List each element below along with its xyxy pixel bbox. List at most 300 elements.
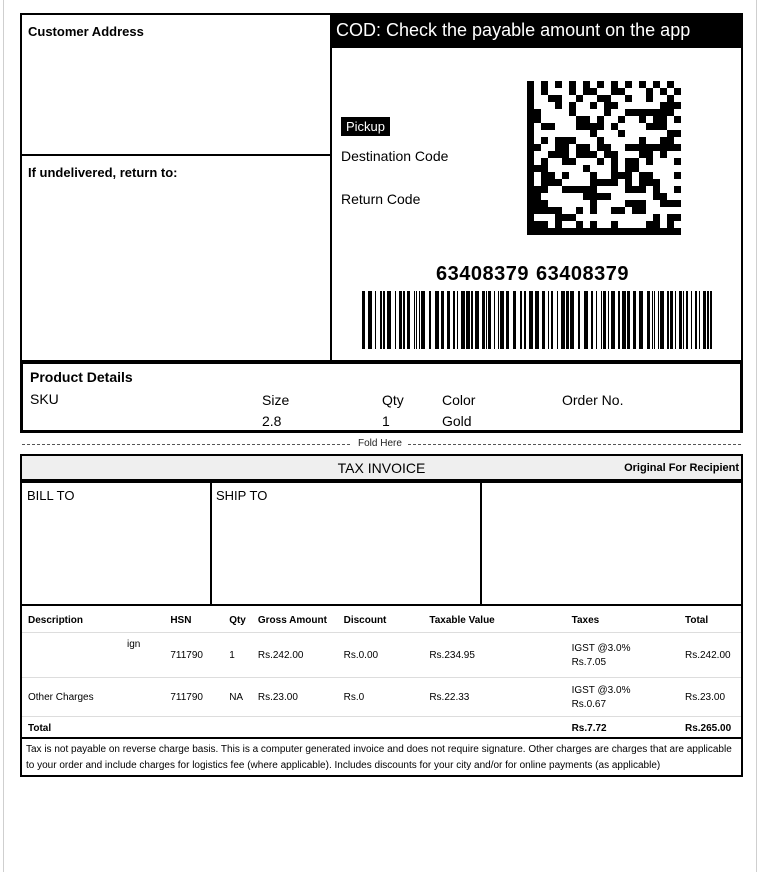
col-description: Description bbox=[22, 608, 164, 633]
barcode-bar bbox=[471, 291, 473, 349]
barcode-bar bbox=[435, 291, 439, 349]
barcode-bar bbox=[667, 291, 669, 349]
invoice-header bbox=[20, 454, 743, 481]
barcode-bar bbox=[498, 291, 499, 349]
datamatrix-module bbox=[597, 81, 604, 88]
bill-to-label: BILL TO bbox=[27, 488, 75, 503]
barcode-bar bbox=[618, 291, 620, 349]
barcode-bar bbox=[686, 291, 688, 349]
datamatrix-module bbox=[667, 214, 674, 221]
datamatrix-module bbox=[541, 158, 548, 165]
datamatrix-module bbox=[611, 228, 618, 235]
datamatrix-module bbox=[611, 102, 618, 109]
row-discount: Rs.0.00 bbox=[338, 633, 424, 678]
datamatrix-module bbox=[527, 214, 534, 221]
product-details-box bbox=[20, 362, 743, 433]
barcode-bar bbox=[494, 291, 495, 349]
datamatrix-module bbox=[597, 123, 604, 130]
col-discount: Discount bbox=[338, 608, 424, 633]
datamatrix-module bbox=[597, 137, 604, 144]
datamatrix-module bbox=[653, 123, 660, 130]
datamatrix-module bbox=[597, 95, 604, 102]
datamatrix-module bbox=[604, 109, 611, 116]
datamatrix-module bbox=[548, 95, 555, 102]
datamatrix-module bbox=[541, 179, 548, 186]
bill-to-box bbox=[20, 481, 212, 606]
datamatrix-module bbox=[646, 109, 653, 116]
datamatrix-module bbox=[653, 228, 660, 235]
table-row bbox=[22, 633, 741, 678]
datamatrix-module bbox=[660, 151, 667, 158]
total-amount: Rs.265.00 bbox=[684, 722, 732, 734]
datamatrix-module bbox=[590, 102, 597, 109]
barcode-bar bbox=[383, 291, 385, 349]
barcode-bar bbox=[557, 291, 558, 349]
datamatrix-module bbox=[604, 151, 611, 158]
datamatrix-module bbox=[562, 158, 569, 165]
barcode-bar bbox=[707, 291, 709, 349]
datamatrix-module bbox=[562, 228, 569, 235]
barcode-bar bbox=[639, 291, 643, 349]
datamatrix-module bbox=[625, 109, 632, 116]
datamatrix-module bbox=[618, 116, 625, 123]
datamatrix-module bbox=[674, 214, 681, 221]
datamatrix-module bbox=[639, 186, 646, 193]
datamatrix-module bbox=[674, 116, 681, 123]
datamatrix-module bbox=[548, 123, 555, 130]
datamatrix-module bbox=[604, 179, 611, 186]
datamatrix-module bbox=[541, 228, 548, 235]
datamatrix-module bbox=[667, 109, 674, 116]
datamatrix-module bbox=[604, 102, 611, 109]
barcode-bar bbox=[691, 291, 692, 349]
row-total: Rs.23.00 bbox=[679, 678, 741, 717]
invoice-title: TAX INVOICE bbox=[337, 460, 426, 476]
row-description: Other Charges bbox=[22, 678, 164, 717]
datamatrix-module bbox=[646, 95, 653, 102]
datamatrix-module bbox=[569, 109, 576, 116]
datamatrix-module bbox=[660, 123, 667, 130]
barcode-bar bbox=[654, 291, 655, 349]
datamatrix-module bbox=[618, 172, 625, 179]
datamatrix-module bbox=[527, 151, 534, 158]
datamatrix-module bbox=[597, 158, 604, 165]
fold-line bbox=[22, 438, 741, 450]
datamatrix-module bbox=[625, 200, 632, 207]
datamatrix-module bbox=[555, 81, 562, 88]
datamatrix-module bbox=[653, 186, 660, 193]
datamatrix-module bbox=[576, 123, 583, 130]
awb-number-left: 63408379 bbox=[436, 263, 529, 285]
barcode-bar bbox=[675, 291, 676, 349]
datamatrix-module bbox=[597, 116, 604, 123]
datamatrix-module bbox=[583, 165, 590, 172]
datamatrix-module bbox=[576, 95, 583, 102]
datamatrix-module bbox=[660, 200, 667, 207]
datamatrix-module bbox=[527, 81, 534, 88]
datamatrix-module bbox=[597, 179, 604, 186]
datamatrix-module bbox=[667, 81, 674, 88]
datamatrix-module bbox=[555, 137, 562, 144]
barcode-bar bbox=[486, 291, 487, 349]
destination-code-label: Destination Code bbox=[341, 148, 449, 164]
datamatrix-module bbox=[541, 200, 548, 207]
row-taxes bbox=[566, 678, 679, 717]
datamatrix-module bbox=[646, 179, 653, 186]
datamatrix-module bbox=[527, 109, 534, 116]
datamatrix-module bbox=[534, 200, 541, 207]
datamatrix-module bbox=[534, 193, 541, 200]
datamatrix-module bbox=[527, 193, 534, 200]
datamatrix-module bbox=[590, 186, 597, 193]
datamatrix-module bbox=[527, 123, 534, 130]
datamatrix-module bbox=[527, 88, 534, 95]
datamatrix-module bbox=[632, 144, 639, 151]
datamatrix-module bbox=[590, 221, 597, 228]
barcode-bar bbox=[457, 291, 458, 349]
datamatrix-module bbox=[583, 228, 590, 235]
row-total: Rs.242.00 bbox=[679, 633, 741, 678]
datamatrix-module bbox=[674, 102, 681, 109]
original-recipient-label: Original For Recipient bbox=[624, 462, 739, 474]
barcode-bar bbox=[658, 291, 659, 349]
datamatrix-module bbox=[632, 207, 639, 214]
fold-dash-left bbox=[22, 444, 350, 445]
datamatrix-module bbox=[548, 179, 555, 186]
invoice-footer-note: Tax is not payable on reverse charge basis. This is a computer generated invoice and does not require signature. Other charges are charges that are applicable to your order and include charges for logistics fee (where applicable). Includes discounts for your city and/or for online payments (as applicable) bbox=[20, 737, 743, 777]
fold-label: Fold Here bbox=[358, 438, 402, 449]
datamatrix-module bbox=[534, 165, 541, 172]
datamatrix-module bbox=[576, 144, 583, 151]
datamatrix-module bbox=[611, 172, 618, 179]
datamatrix-module bbox=[632, 109, 639, 116]
datamatrix-module bbox=[555, 228, 562, 235]
datamatrix-module bbox=[527, 200, 534, 207]
datamatrix-module bbox=[583, 81, 590, 88]
datamatrix-module bbox=[618, 130, 625, 137]
invoice-items-table bbox=[22, 608, 741, 739]
datamatrix-module bbox=[646, 144, 653, 151]
datamatrix-module bbox=[611, 221, 618, 228]
datamatrix-module bbox=[555, 151, 562, 158]
row-gross: Rs.242.00 bbox=[252, 633, 338, 678]
datamatrix-module bbox=[590, 193, 597, 200]
datamatrix-module bbox=[653, 214, 660, 221]
datamatrix-module bbox=[646, 172, 653, 179]
row-taxable: Rs.234.95 bbox=[423, 633, 565, 678]
datamatrix-module bbox=[569, 81, 576, 88]
datamatrix-module bbox=[541, 88, 548, 95]
barcode-bar bbox=[652, 291, 653, 349]
datamatrix-module bbox=[674, 186, 681, 193]
datamatrix-module bbox=[527, 179, 534, 186]
datamatrix-module bbox=[639, 228, 646, 235]
datamatrix-module bbox=[534, 116, 541, 123]
datamatrix-module bbox=[604, 193, 611, 200]
datamatrix-module bbox=[611, 81, 618, 88]
barcode-bar bbox=[570, 291, 574, 349]
datamatrix-module bbox=[660, 102, 667, 109]
sku-header: SKU bbox=[30, 391, 59, 407]
barcode-bar bbox=[529, 291, 533, 349]
barcode-bar bbox=[375, 291, 376, 349]
datamatrix-module bbox=[611, 151, 618, 158]
barcode-bar bbox=[399, 291, 402, 349]
datamatrix-module bbox=[674, 144, 681, 151]
datamatrix-module bbox=[625, 144, 632, 151]
datamatrix-module bbox=[576, 221, 583, 228]
barcode-bar bbox=[414, 291, 415, 349]
shipment-barcode bbox=[362, 291, 714, 349]
datamatrix-module bbox=[674, 172, 681, 179]
return-address-box bbox=[20, 154, 332, 362]
barcode-bar bbox=[566, 291, 569, 349]
datamatrix-module bbox=[541, 207, 548, 214]
datamatrix-module bbox=[611, 179, 618, 186]
datamatrix-module bbox=[569, 186, 576, 193]
datamatrix-module bbox=[653, 193, 660, 200]
datamatrix-module bbox=[604, 228, 611, 235]
tax-rate: IGST @3.0% bbox=[571, 684, 631, 696]
datamatrix-module bbox=[667, 95, 674, 102]
datamatrix-module bbox=[639, 137, 646, 144]
datamatrix-module bbox=[597, 144, 604, 151]
row-gross: Rs.23.00 bbox=[252, 678, 338, 717]
datamatrix-module bbox=[590, 151, 597, 158]
datamatrix-module bbox=[632, 200, 639, 207]
barcode-bar bbox=[603, 291, 606, 349]
barcode-bar bbox=[591, 291, 593, 349]
barcode-bar bbox=[660, 291, 664, 349]
col-taxes: Taxes bbox=[566, 608, 679, 633]
table-header-row bbox=[22, 608, 741, 633]
awb-number-right: 63408379 bbox=[536, 263, 629, 285]
tax-amount: Rs.0.67 bbox=[571, 698, 607, 710]
barcode-bar bbox=[461, 291, 465, 349]
datamatrix-module bbox=[646, 228, 653, 235]
datamatrix-module bbox=[639, 151, 646, 158]
datamatrix-module bbox=[646, 151, 653, 158]
datamatrix-module bbox=[527, 186, 534, 193]
barcode-bar bbox=[500, 291, 504, 349]
datamatrix-module bbox=[576, 116, 583, 123]
datamatrix-module bbox=[632, 186, 639, 193]
datamatrix-module bbox=[667, 137, 674, 144]
order-no-header: Order No. bbox=[562, 392, 624, 408]
product-qty: 1 bbox=[382, 413, 390, 429]
row-qty: 1 bbox=[223, 633, 252, 678]
barcode-bar bbox=[608, 291, 609, 349]
row-qty: NA bbox=[223, 678, 252, 717]
datamatrix-module bbox=[590, 123, 597, 130]
datamatrix-module bbox=[625, 95, 632, 102]
datamatrix-module bbox=[604, 95, 611, 102]
barcode-bar bbox=[611, 291, 615, 349]
datamatrix-module bbox=[674, 130, 681, 137]
datamatrix-module bbox=[527, 95, 534, 102]
datamatrix-module bbox=[590, 200, 597, 207]
total-label: Total bbox=[28, 722, 52, 734]
datamatrix-module bbox=[639, 116, 646, 123]
ship-to-box bbox=[210, 481, 482, 606]
datamatrix-module bbox=[583, 88, 590, 95]
return-code-label: Return Code bbox=[341, 191, 421, 207]
datamatrix-module bbox=[527, 207, 534, 214]
datamatrix-module bbox=[576, 186, 583, 193]
datamatrix-module bbox=[590, 179, 597, 186]
datamatrix-module bbox=[590, 130, 597, 137]
size-header: Size bbox=[262, 392, 290, 408]
datamatrix-module bbox=[527, 130, 534, 137]
datamatrix-module bbox=[646, 221, 653, 228]
barcode-bar bbox=[429, 291, 431, 349]
datamatrix-module bbox=[667, 144, 674, 151]
barcode-bar bbox=[542, 291, 545, 349]
datamatrix-module bbox=[639, 207, 646, 214]
datamatrix-module bbox=[527, 165, 534, 172]
product-size: 2.8 bbox=[262, 413, 282, 429]
datamatrix-module bbox=[562, 172, 569, 179]
datamatrix-module bbox=[653, 81, 660, 88]
barcode-bar bbox=[395, 291, 396, 349]
datamatrix-module bbox=[597, 228, 604, 235]
datamatrix-module bbox=[576, 207, 583, 214]
barcode-bar bbox=[403, 291, 405, 349]
datamatrix-module bbox=[548, 228, 555, 235]
barcode-bar bbox=[421, 291, 425, 349]
datamatrix-module bbox=[562, 214, 569, 221]
datamatrix-module bbox=[562, 186, 569, 193]
datamatrix-module bbox=[569, 88, 576, 95]
col-qty: Qty bbox=[223, 608, 252, 633]
datamatrix-module bbox=[583, 186, 590, 193]
datamatrix-module bbox=[541, 165, 548, 172]
datamatrix-module bbox=[639, 81, 646, 88]
datamatrix-module bbox=[569, 228, 576, 235]
datamatrix-module bbox=[534, 109, 541, 116]
datamatrix-module bbox=[625, 172, 632, 179]
barcode-bar bbox=[520, 291, 522, 349]
awb-number-left-wrap bbox=[436, 263, 532, 286]
barcode-bar bbox=[578, 291, 580, 349]
barcode-bar bbox=[627, 291, 630, 349]
datamatrix-module bbox=[569, 102, 576, 109]
col-total: Total bbox=[679, 608, 741, 633]
datamatrix-module bbox=[660, 193, 667, 200]
datamatrix-module bbox=[548, 151, 555, 158]
datamatrix-module bbox=[660, 109, 667, 116]
datamatrix-module bbox=[667, 221, 674, 228]
datamatrix-module bbox=[527, 221, 534, 228]
barcode-bar bbox=[447, 291, 450, 349]
table-row bbox=[22, 678, 741, 717]
datamatrix-module bbox=[555, 102, 562, 109]
col-taxable-value: Taxable Value bbox=[423, 608, 565, 633]
datamatrix-module bbox=[590, 228, 597, 235]
datamatrix-module bbox=[660, 137, 667, 144]
datamatrix-module bbox=[639, 179, 646, 186]
datamatrix-module bbox=[653, 116, 660, 123]
barcode-bar bbox=[601, 291, 602, 349]
datamatrix-module bbox=[527, 158, 534, 165]
barcode-bar bbox=[633, 291, 636, 349]
barcode-bar bbox=[561, 291, 565, 349]
datamatrix-module bbox=[667, 130, 674, 137]
datamatrix-module bbox=[555, 214, 562, 221]
datamatrix-module bbox=[527, 137, 534, 144]
barcode-bar bbox=[441, 291, 444, 349]
datamatrix-code bbox=[527, 81, 680, 235]
datamatrix-module bbox=[534, 186, 541, 193]
datamatrix-module bbox=[674, 88, 681, 95]
barcode-bar bbox=[535, 291, 539, 349]
datamatrix-module bbox=[576, 228, 583, 235]
qty-header: Qty bbox=[382, 392, 404, 408]
datamatrix-module bbox=[632, 228, 639, 235]
datamatrix-module bbox=[541, 186, 548, 193]
customer-address-label: Customer Address bbox=[28, 24, 144, 39]
barcode-bar bbox=[670, 291, 673, 349]
barcode-bar bbox=[710, 291, 712, 349]
datamatrix-module bbox=[625, 165, 632, 172]
datamatrix-module bbox=[555, 144, 562, 151]
datamatrix-module bbox=[618, 88, 625, 95]
total-taxes: Rs.7.72 bbox=[571, 722, 607, 734]
row-discount: Rs.0 bbox=[338, 678, 424, 717]
datamatrix-module bbox=[639, 172, 646, 179]
datamatrix-module bbox=[611, 207, 618, 214]
datamatrix-module bbox=[562, 151, 569, 158]
datamatrix-module bbox=[653, 221, 660, 228]
barcode-bar bbox=[703, 291, 706, 349]
datamatrix-module bbox=[611, 123, 618, 130]
barcode-bar bbox=[513, 291, 516, 349]
datamatrix-module bbox=[625, 81, 632, 88]
barcode-bar bbox=[551, 291, 553, 349]
barcode-bar bbox=[453, 291, 455, 349]
datamatrix-module bbox=[576, 151, 583, 158]
datamatrix-module bbox=[646, 88, 653, 95]
cod-banner: COD: Check the payable amount on the app bbox=[332, 13, 743, 48]
datamatrix-module bbox=[590, 88, 597, 95]
datamatrix-module bbox=[660, 88, 667, 95]
datamatrix-module bbox=[667, 228, 674, 235]
datamatrix-module bbox=[625, 158, 632, 165]
datamatrix-module bbox=[541, 221, 548, 228]
datamatrix-module bbox=[646, 158, 653, 165]
color-header: Color bbox=[442, 392, 476, 408]
datamatrix-module bbox=[667, 102, 674, 109]
datamatrix-module bbox=[639, 200, 646, 207]
datamatrix-module bbox=[541, 137, 548, 144]
datamatrix-module bbox=[625, 228, 632, 235]
col-hsn: HSN bbox=[164, 608, 223, 633]
datamatrix-module bbox=[604, 144, 611, 151]
datamatrix-module bbox=[548, 207, 555, 214]
barcode-bar bbox=[380, 291, 382, 349]
barcode-bar bbox=[419, 291, 420, 349]
datamatrix-module bbox=[667, 200, 674, 207]
datamatrix-module bbox=[583, 123, 590, 130]
datamatrix-module bbox=[527, 116, 534, 123]
datamatrix-module bbox=[590, 207, 597, 214]
row-hsn: 711790 bbox=[164, 678, 223, 717]
datamatrix-module bbox=[583, 151, 590, 158]
ship-to-label: SHIP TO bbox=[216, 488, 268, 503]
tax-rate: IGST @3.0% bbox=[571, 642, 631, 654]
datamatrix-module bbox=[555, 179, 562, 186]
datamatrix-module bbox=[625, 186, 632, 193]
